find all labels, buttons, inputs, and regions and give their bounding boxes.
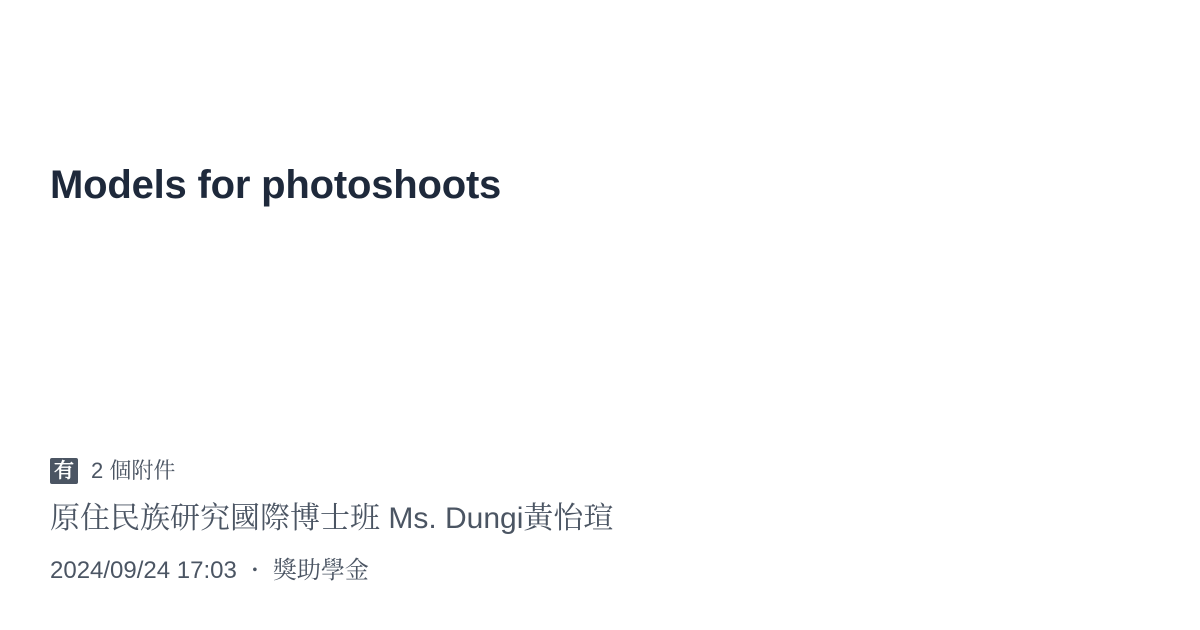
- attachment-count: 2 個附件: [91, 458, 176, 483]
- post-meta: [50, 554, 369, 588]
- post-category[interactable]: 獎助學金: [272, 557, 369, 584]
- attachments-indicator[interactable]: [50, 456, 175, 486]
- attachment-badge-icon: 有: [50, 458, 78, 484]
- post-datetime: 2024/09/24 17:03: [50, 557, 237, 584]
- post-title[interactable]: Models for photoshoots: [50, 163, 502, 207]
- post-author: 原住民族研究國際博士班 Ms. Dungi黃怡瑄: [50, 502, 614, 535]
- meta-separator: ・: [244, 560, 265, 582]
